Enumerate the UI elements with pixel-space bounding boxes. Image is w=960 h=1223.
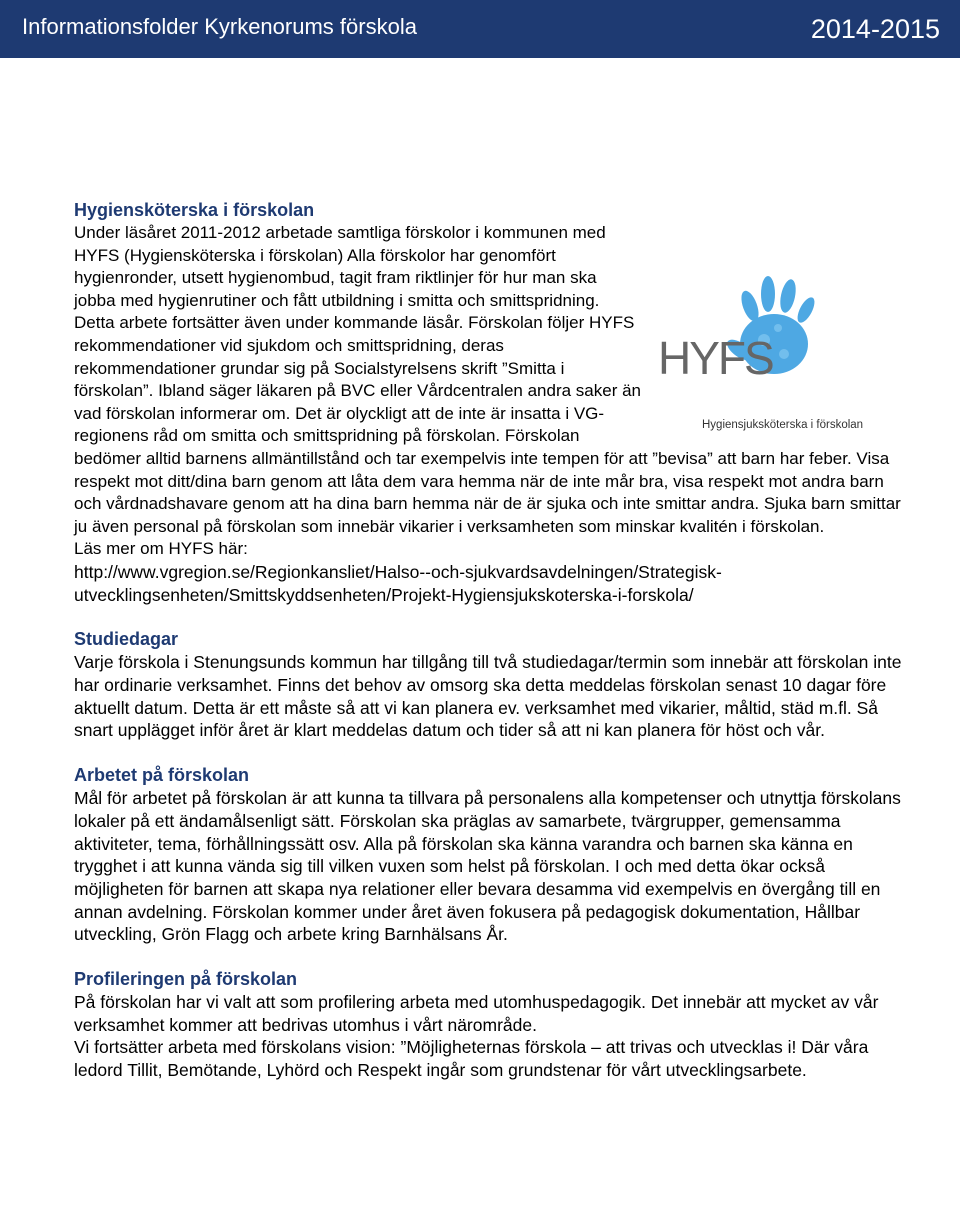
document-body [74,198,904,1082]
hygien-paragraph-2: Förskolan följer HYFS rekommendationer vid sjukdom och smittspridning, deras rekommendationer grundar sig på Socialstyrelsens skrift ”Smitta i förskolan”. Ibland säger läkaren på BVC eller Vårdcentralen andra saker än vad förskolan informerar om. Det är olyckligt att de inte är insatta i VG-regionens råd om smitta och smittspridning på förskolan. Förskolan bedömer alltid barnens allmäntillstånd och tar exempelvis inte tempen för att ”bevisa” att barn har feber. Visa respekt mot ditt/dina barn genom att låta dem vara hemma när de inte mår bra, visa respekt mot andra barn och vårdnadshavare genom att ha dina barn hemma när de är sjuka och inte smittar andra. Sjuka barn smittar ju även personal på förskolan som innebär vikarier i verksamheten som minskar kvalitén i förskolan. [74,313,901,536]
profilering-paragraph-2: Vi fortsätter arbeta med förskolans vision: ”Möjligheternas förskola – att trivas och utvecklas i! Där våra ledord Tillit, Bemötande, Lyhörd och Respekt ingår som grundstenar för vårt utvecklingsarbete. [74,1037,869,1081]
section-title-profilering: Profileringen på förskolan [74,969,298,990]
arbetet-paragraph: Mål för arbetet på förskolan är att kunna ta tillvara på personalens alla kompetenser och utnyttja förskolans lokaler på ett ändamålsenligt sätt. Förskolan ska präglas av samarbete, tvärgrupper, gemensamma aktiviteter, tema, förhållningssätt osv. Alla på förskolan ska känna varandra och barnen ska känna en trygghet i att kunna vända sig till vilken vuxen som helst på förskolan. I och med detta ökar också möjligheten för barnen att skapa nya relationer eller bevara desamma vid exempelvis en övergång till en annan avdelning. Förskolan kommer under året även fokusera på pedagogisk dokumentation, Hållbar utveckling, Grön Flagg och arbete kring Barnhälsans År. [74,788,901,945]
page-header [0,0,960,58]
hyfs-logo [652,266,904,444]
section-title-hygien: Hygiensköterska i förskolan [74,200,315,220]
studiedagar-paragraph: Varje förskola i Stenungsunds kommun har tillgång till två studiedagar/termin som innebär att förskolan inte har ordinarie verksamhet. Finns det behov av omsorg ska detta meddelas förskolan senast 10 dagar före aktuellt datum. Detta är ett måste så att vi kan planera ev. verksamhet med vikarier, måltid, städ m.fl. Så snart upplägget inför året är klart meddelas datum och tider så att ni kan planera för höst och vår. [74,652,902,741]
hygien-paragraph-1: Under läsåret 2011-2012 arbetade samtliga förskolor i kommunen med HYFS (Hygiensköterska i förskolan) Alla förskolor har genomfört hygienronder, utsett hygienombud, tagit fram riktlinjer för hur man ska jobba med hygienrutiner och fått utbildning i smitta och smittspridning. Detta arbete fortsätter även under kommande läsår. [74,223,606,333]
profilering-paragraph-1: På förskolan har vi valt att som profilering arbeta med utomhuspedagogik. Det innebär att mycket av vår verksamhet kommer att bedrivas utomhus i vårt närområde. [74,992,879,1035]
section-title-studiedagar: Studiedagar [74,629,179,650]
svg-text:Hygiensjuksköterska i förskola: Hygiensjuksköterska i förskolan [702,419,864,431]
svg-text:HYFS: HYFS [658,332,773,384]
hygien-body [74,222,904,606]
document-title: Informationsfolder Kyrkenorums förskola [22,14,417,39]
section-title-arbetet: Arbetet på förskolan [74,765,250,786]
school-year: 2014-2015 [810,14,940,44]
hyfs-link[interactable]: http://www.vgregion.se/Regionkansliet/Halso--och-sjukvardsavdelningen/Strategisk-utvecklingsenheten/Smittskyddsenheten/Projekt-Hygiensjukskoterska-i-forskola/ [74,561,722,605]
hyfs-hand-print-image [652,266,904,444]
hygien-read-more: Läs mer om HYFS här: [74,539,248,559]
